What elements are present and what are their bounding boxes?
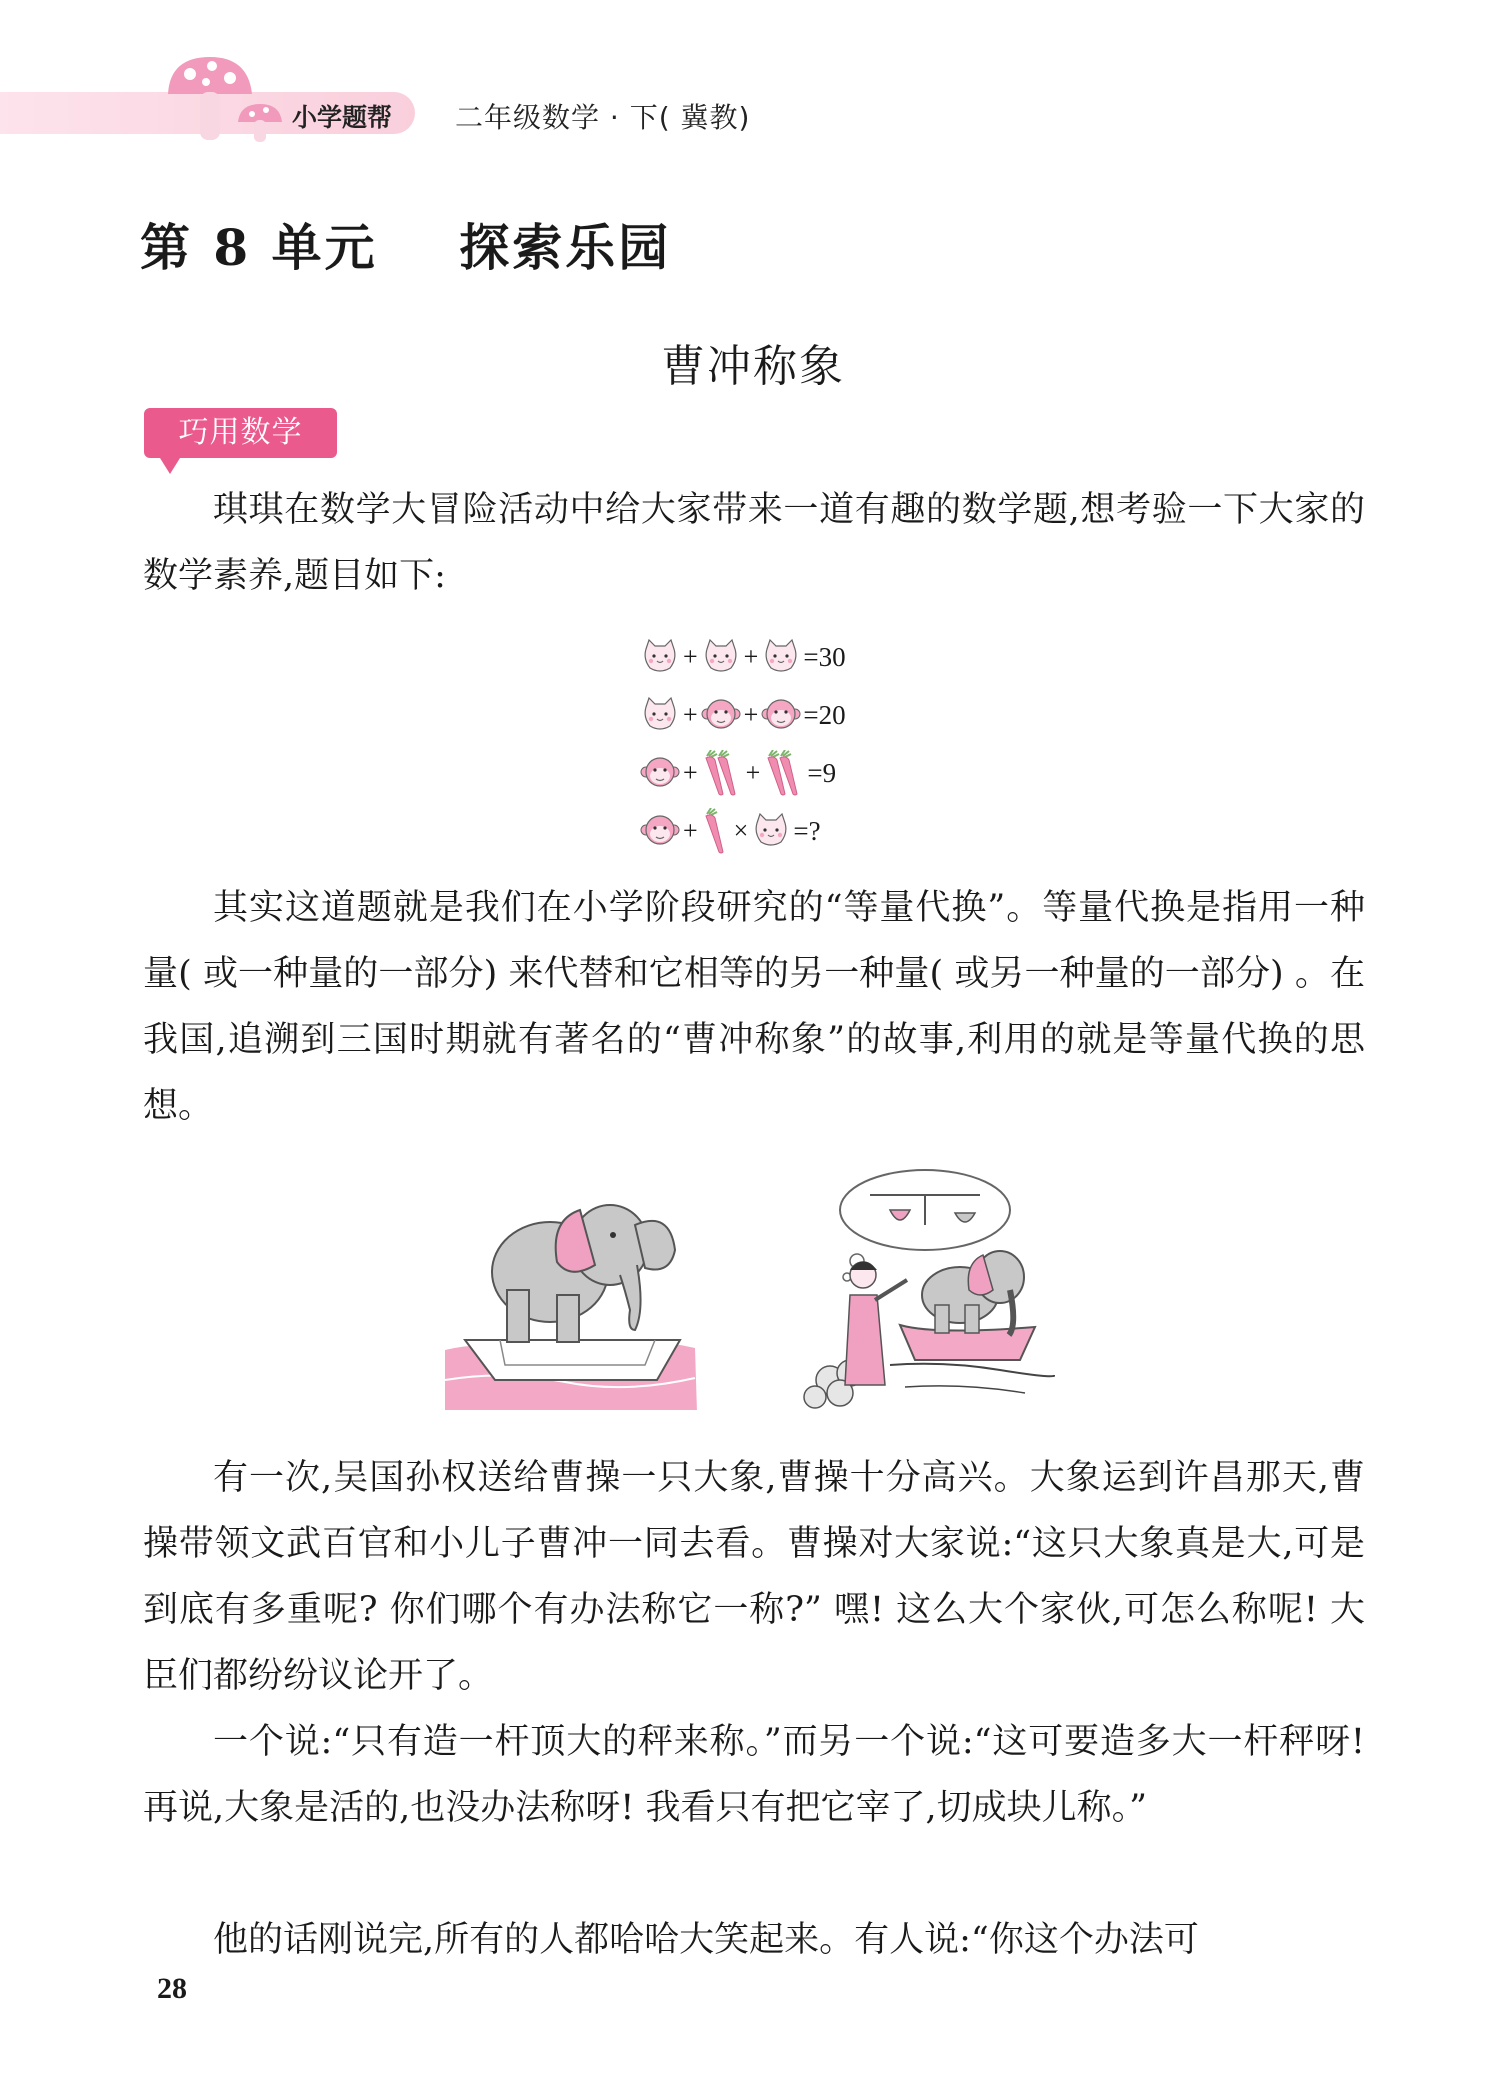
paragraph-story-3: 他的话刚说完,所有的人都哈哈大笑起来。有人说:“你这个办法可 bbox=[213, 1920, 1199, 1960]
monkey-icon bbox=[640, 753, 680, 793]
paragraph-story-2: 一个说:“只有造一杆顶大的秤来称。”而另一个说:“这可要造多大一杆秤呀! 再说,大象是活的,也没办法称呀! 我看只有把它宰了,切成块儿称。” bbox=[143, 1722, 1365, 1828]
mushroom-logo-icon bbox=[160, 52, 300, 147]
carrot-icon bbox=[701, 808, 731, 854]
cat-icon bbox=[640, 637, 680, 677]
cao-chong-weighing-illustration bbox=[795, 1165, 1055, 1415]
monkey-icon bbox=[761, 695, 801, 735]
series-title: 小学题帮 bbox=[292, 103, 393, 132]
puzzle-result: =? bbox=[793, 815, 821, 846]
puzzle-row bbox=[640, 802, 940, 860]
unit-title: 第 8 单元 探索乐园 bbox=[140, 218, 672, 277]
puzzle-operator: + bbox=[745, 758, 761, 787]
puzzle-row bbox=[640, 686, 940, 744]
puzzle-operator: + bbox=[683, 642, 698, 671]
puzzle-operator: + bbox=[683, 700, 698, 729]
elephant-on-boat-illustration bbox=[445, 1180, 705, 1410]
page-number: 28 bbox=[157, 1972, 187, 2005]
cat-icon bbox=[640, 695, 680, 735]
carrot-pair-icon bbox=[701, 750, 743, 796]
picture-puzzle bbox=[640, 628, 940, 860]
section-tag bbox=[144, 408, 337, 458]
paragraph-intro: 琪琪在数学大冒险活动中给大家带来一道有趣的数学题,想考验一下大家的数学素养,题目如下: bbox=[143, 490, 1365, 596]
carrot-pair-icon bbox=[763, 750, 805, 796]
lesson-title: 曹冲称象 bbox=[661, 341, 845, 392]
paragraph-equal-substitution: 其实这道题就是我们在小学阶段研究的“等量代换”。等量代换是指用一种量( 或一种量的一部分) 来代替和它相等的另一种量( 或另一种量的一部分) 。在我国,追溯到三国时期就有著名的“曹冲称象”的故事,利用的就是等量代换的思想。 bbox=[143, 888, 1365, 1126]
puzzle-result: =30 bbox=[803, 641, 846, 672]
cat-icon bbox=[761, 637, 801, 677]
puzzle-operator: + bbox=[743, 642, 759, 671]
puzzle-operator: + bbox=[683, 816, 698, 845]
paragraph-story-1: 有一次,吴国孙权送给曹操一只大象,曹操十分高兴。大象运到许昌那天,曹操带领文武百官和小儿子曹冲一同去看。曹操对大家说:“这只大象真是大,可是到底有多重呢? 你们哪个有办法称它一称?” 嘿! 这么大个家伙,可怎么称呢! 大臣们都纷纷议论开了。 bbox=[143, 1458, 1365, 1696]
section-tag-label: 巧用数学 bbox=[178, 415, 303, 450]
puzzle-row bbox=[640, 744, 940, 802]
puzzle-result: =20 bbox=[803, 699, 846, 730]
monkey-icon bbox=[701, 695, 741, 735]
monkey-icon bbox=[640, 811, 680, 851]
puzzle-row bbox=[640, 628, 940, 686]
cat-icon bbox=[701, 637, 741, 677]
puzzle-operator: + bbox=[743, 700, 759, 729]
puzzle-operator: × bbox=[733, 816, 749, 845]
puzzle-result: =9 bbox=[807, 757, 837, 788]
puzzle-operator: + bbox=[683, 758, 698, 787]
book-title: 二年级数学 · 下( 冀教) bbox=[455, 101, 751, 134]
cat-icon bbox=[751, 811, 791, 851]
